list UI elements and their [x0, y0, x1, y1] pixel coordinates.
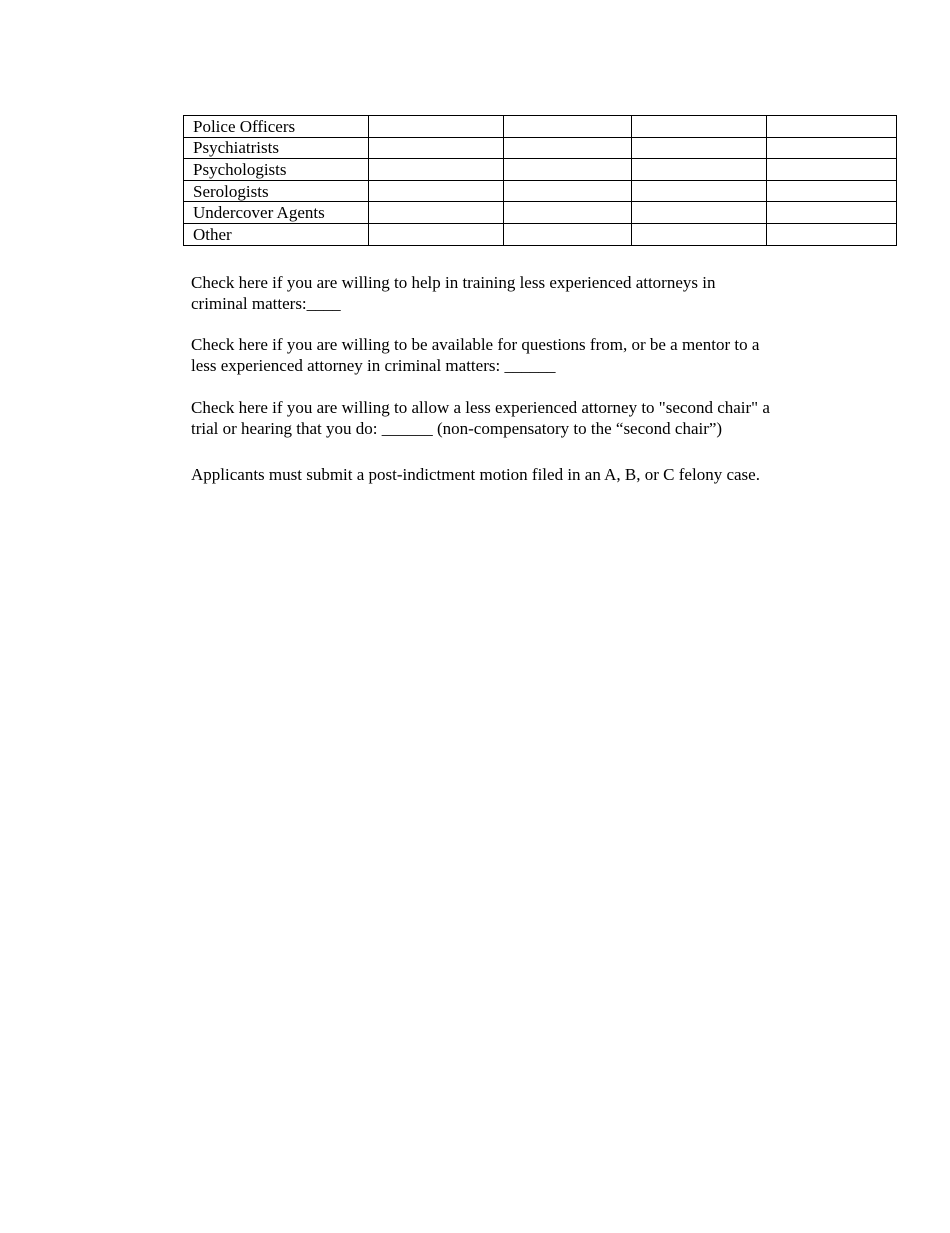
training-line-2[interactable]: criminal matters:____: [191, 294, 341, 313]
table-cell: [369, 159, 504, 181]
table-row: [184, 202, 897, 224]
table-cell: [369, 137, 504, 159]
expert-witness-table: [183, 115, 897, 246]
second-chair-checkbox-paragraph: [191, 397, 831, 439]
requirement-paragraph: Applicants must submit a post-indictment motion filed in an A, B, or C felony case.: [191, 465, 760, 484]
training-checkbox-paragraph: [191, 272, 831, 314]
table-cell: [504, 202, 632, 224]
table-row: [184, 116, 897, 138]
table-cell: [369, 202, 504, 224]
table-cell: [767, 223, 897, 245]
training-line-1: Check here if you are willing to help in training less experienced attorneys in: [191, 273, 716, 292]
table-cell: [632, 116, 767, 138]
table-cell: [767, 137, 897, 159]
table-cell: [369, 116, 504, 138]
table-cell: [632, 223, 767, 245]
second-chair-line-1: Check here if you are willing to allow a less experienced attorney to "second chair" a: [191, 398, 770, 417]
mentor-line-1: Check here if you are willing to be available for questions from, or be a mentor to a: [191, 335, 760, 354]
table-cell: [632, 180, 767, 202]
table-cell: [369, 180, 504, 202]
row-label: Psychiatrists: [184, 137, 369, 159]
table-cell: [504, 137, 632, 159]
table-cell: [632, 137, 767, 159]
table-cell: [369, 223, 504, 245]
table-cell: [767, 180, 897, 202]
row-label: Psychologists: [184, 159, 369, 181]
table-cell: [632, 202, 767, 224]
table-cell: [504, 180, 632, 202]
table-row: [184, 159, 897, 181]
row-label: Serologists: [184, 180, 369, 202]
table-row: [184, 223, 897, 245]
table-cell: [504, 116, 632, 138]
table-cell: [767, 159, 897, 181]
table-cell: [632, 159, 767, 181]
table-cell: [504, 159, 632, 181]
row-label: Other: [184, 223, 369, 245]
mentor-checkbox-paragraph: [191, 334, 831, 376]
table-cell: [767, 116, 897, 138]
row-label: Undercover Agents: [184, 202, 369, 224]
table-cell: [504, 223, 632, 245]
table-cell: [767, 202, 897, 224]
table-row: [184, 137, 897, 159]
row-label: Police Officers: [184, 116, 369, 138]
mentor-line-2[interactable]: less experienced attorney in criminal matters: ______: [191, 356, 556, 375]
table-row: [184, 180, 897, 202]
second-chair-line-2[interactable]: trial or hearing that you do: ______ (non-compensatory to the “second chair”): [191, 419, 723, 438]
